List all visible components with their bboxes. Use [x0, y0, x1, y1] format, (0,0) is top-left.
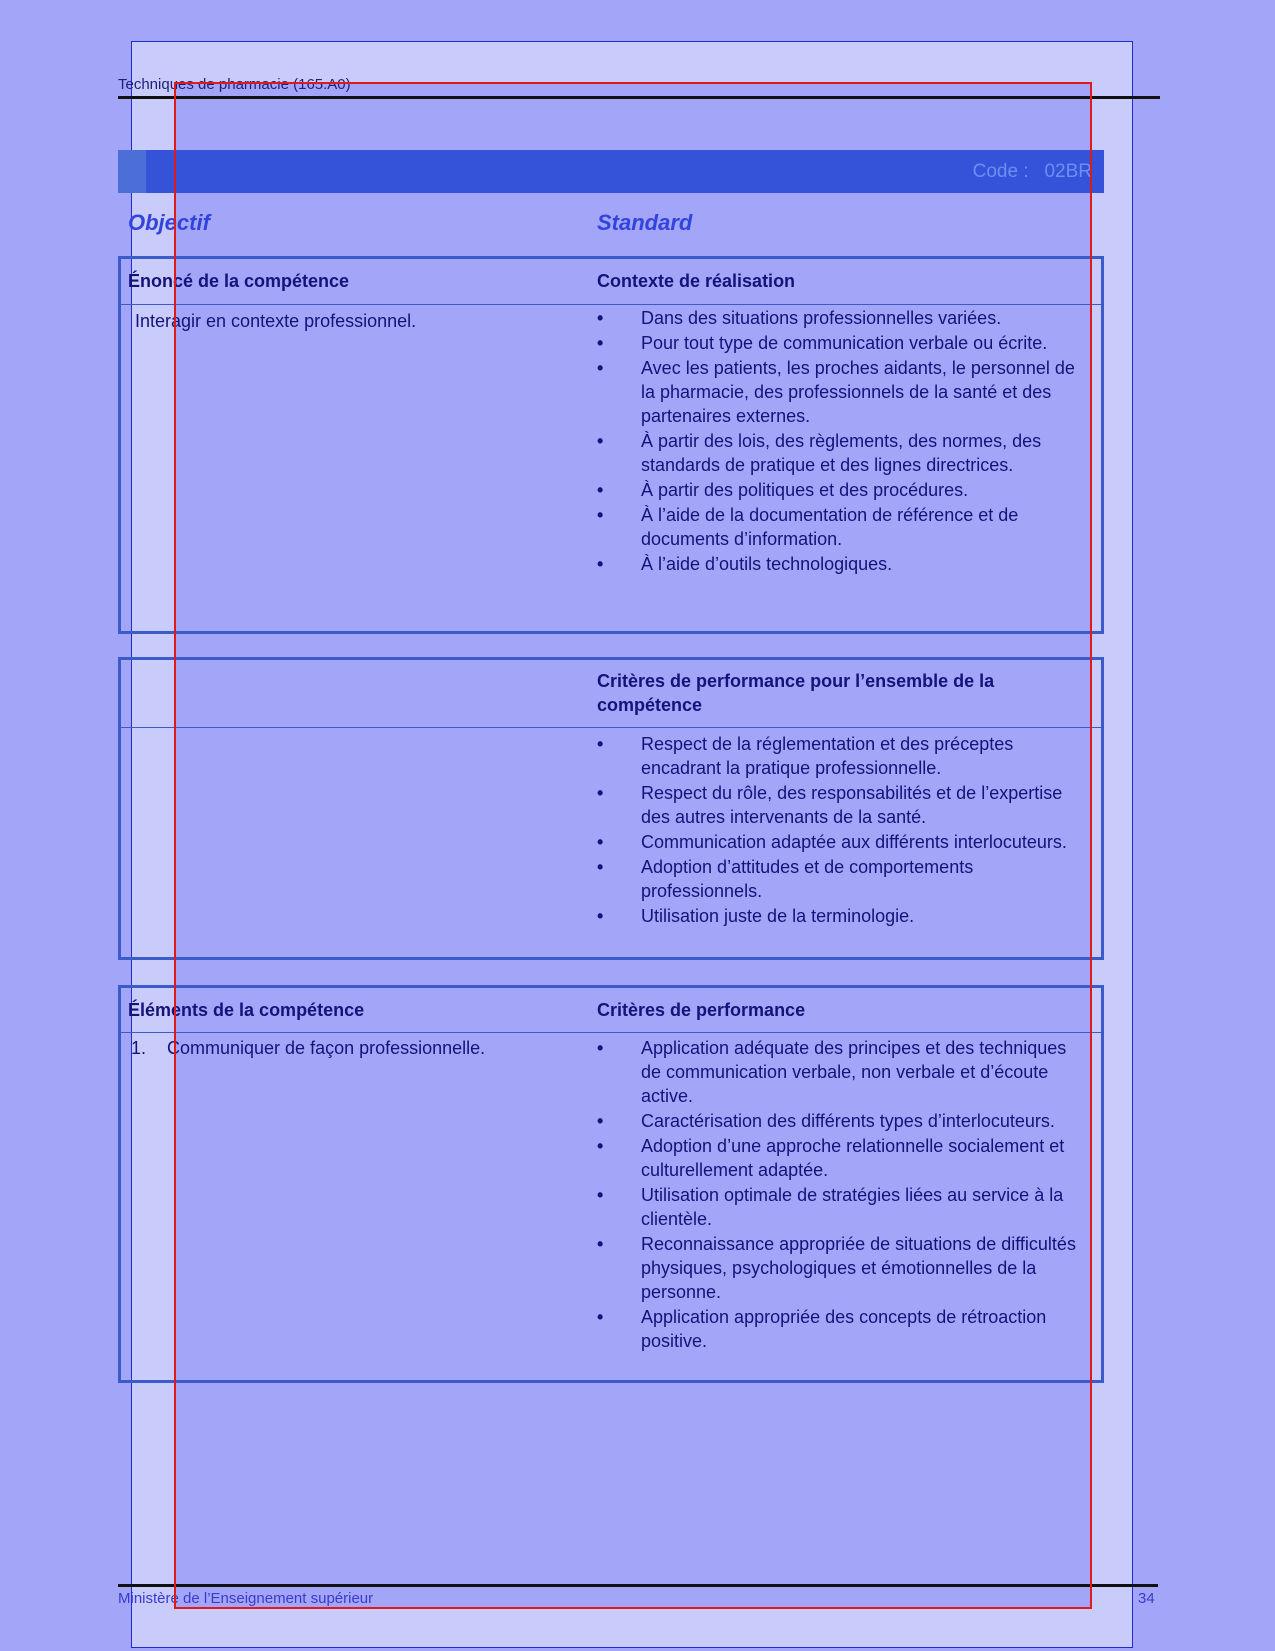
list-item: • Dans des situations professionnelles variées.: [597, 306, 1087, 330]
page-number: 34: [1138, 1590, 1155, 1607]
highlight-frame: [174, 82, 1092, 1609]
list-item: • À l’aide de la documentation de référence et de documents d’information.: [597, 503, 1087, 551]
footer-ministry: Ministère de l’Enseignement supérieur: [118, 1590, 374, 1607]
list-item: • Respect de la réglementation et des préceptes encadrant la pratique professionnelle.: [597, 732, 1087, 780]
list-item: • Utilisation optimale de stratégies liées au service à la clientèle.: [597, 1183, 1087, 1231]
code-value: 02BR: [1044, 161, 1092, 182]
list-item: • Respect du rôle, des responsabilités et de l’expertise des autres intervenants de la santé.: [597, 781, 1087, 829]
list-item: • Reconnaissance appropriée de situations de difficultés physiques, psychologiques et émotionnelles de la personne.: [597, 1232, 1087, 1304]
statement-heading: Énoncé de la compétence: [128, 271, 350, 291]
code-label: Code :: [972, 161, 1029, 182]
element-text: Communiquer de façon professionnelle.: [167, 1038, 486, 1058]
statement-text: Interagir en contexte professionnel.: [135, 311, 417, 331]
list-item: • À partir des politiques et des procédures.: [597, 478, 1087, 502]
list-item: • Avec les patients, les proches aidants, le personnel de la pharmacie, des professionnels de la santé et des partenaires externes.: [597, 356, 1087, 428]
list-item: • Pour tout type de communication verbale ou écrite.: [597, 331, 1087, 355]
list-item: • À partir des lois, des règlements, des normes, des standards de pratique et des lignes directrices.: [597, 429, 1087, 477]
list-item: • À l’aide d’outils technologiques.: [597, 552, 1087, 576]
list-item: • Application adéquate des principes et des techniques de communication verbale, non verbale et d’écoute active.: [597, 1036, 1087, 1108]
objectif-heading: Objectif: [128, 210, 210, 235]
elements-heading: Éléments de la compétence: [128, 1000, 365, 1020]
list-item: • Adoption d’attitudes et de comportements professionnels.: [597, 855, 1087, 903]
element-number: 1.: [131, 1038, 147, 1058]
list-item: • Utilisation juste de la terminologie.: [597, 904, 1087, 928]
overall-criteria-heading: Critères de performance pour l’ensemble de la compétence: [597, 671, 995, 715]
list-item: • Caractérisation des différents types d’interlocuteurs.: [597, 1109, 1087, 1133]
list-item: • Communication adaptée aux différents interlocuteurs.: [597, 830, 1087, 854]
list-item: • Adoption d’une approche relationnelle socialement et culturellement adaptée.: [597, 1134, 1087, 1182]
running-header: Techniques de pharmacie (165.A0): [118, 76, 351, 93]
standard-heading: Standard: [597, 210, 693, 235]
list-item: • Application appropriée des concepts de rétroaction positive.: [597, 1305, 1087, 1353]
context-heading: Contexte de réalisation: [597, 271, 796, 291]
code-bar-accent: [118, 150, 146, 193]
criteria-heading: Critères de performance: [597, 1000, 806, 1020]
